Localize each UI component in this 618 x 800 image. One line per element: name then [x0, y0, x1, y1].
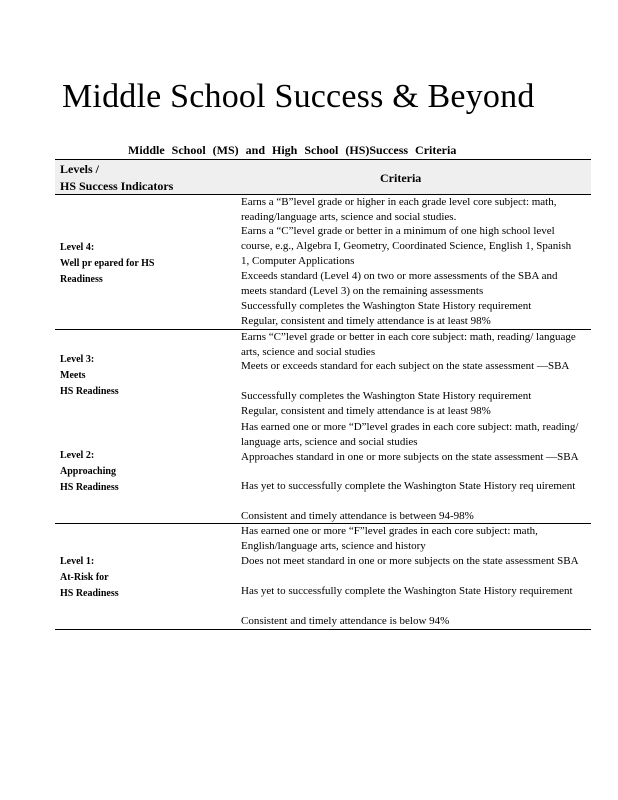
- criteria-item: [222, 479, 582, 494]
- criteria-text: Meets or exceeds standard for each subject on the state assessment —SBA: [241, 360, 570, 372]
- criteria-item: [222, 404, 582, 419]
- criteria-text: Has yet to successfully complete the Washington State History req uirement: [241, 480, 576, 492]
- level-label-line: Level 3:: [60, 354, 95, 365]
- level-3-label: [60, 352, 119, 400]
- criteria-text: Has yet to successfully complete the Washington State History requirement: [241, 585, 573, 597]
- level-label-line: Meets: [60, 370, 86, 381]
- criteria-item: [222, 314, 582, 329]
- criteria-item: [222, 330, 582, 360]
- criteria-item: [222, 420, 582, 450]
- level-label-line: Well pr epared for HS: [60, 258, 155, 269]
- criteria-text: Regular, consistent and timely attendance is at least 98%: [241, 405, 491, 417]
- page-title: Middle School Success & Beyond: [62, 78, 535, 115]
- level-label-line: Readiness: [60, 274, 103, 285]
- criteria-text: Consistent and timely attendance is below 94%: [241, 615, 450, 627]
- criteria-item: [222, 584, 582, 599]
- criteria-item: [222, 359, 582, 374]
- level-1-label: [60, 554, 119, 602]
- level-2-label: [60, 448, 119, 496]
- level-label-line: HS Readiness: [60, 386, 119, 397]
- criteria-text: Successfully completes the Washington State History requirement: [241, 390, 532, 402]
- criteria-item: [222, 195, 582, 225]
- criteria-item: [222, 224, 582, 269]
- table-caption: Middle School (MS) and High School (HS)Success Criteria: [128, 143, 457, 157]
- criteria-item: [222, 614, 582, 629]
- criteria-text: Approaches standard in one or more subjects on the state assessment —SBA: [241, 451, 579, 463]
- criteria-text: Exceeds standard (Level 4) on two or more assessments of the SBA and meets standard (Level 3) on the remaining assessments: [241, 270, 558, 297]
- level-label-line: Level 2:: [60, 450, 95, 461]
- level-label-line: HS Readiness: [60, 482, 119, 493]
- criteria-text: Has earned one or more “D”level grades in each core subject: math, reading/ language arts, science and social studies: [241, 421, 579, 448]
- header-levels-line2: HS Success Indicators: [60, 179, 174, 193]
- header-criteria: Criteria: [380, 171, 422, 185]
- header-levels: [60, 161, 173, 195]
- criteria-item: [222, 509, 582, 524]
- criteria-item: [222, 389, 582, 404]
- criteria-item: [222, 554, 582, 569]
- level-label-line: Level 4:: [60, 242, 95, 253]
- criteria-item: [222, 524, 582, 554]
- criteria-text: Does not meet standard in one or more subjects on the state assessment SBA: [241, 555, 579, 567]
- level-label-line: HS Readiness: [60, 588, 119, 599]
- criteria-text: Regular, consistent and timely attendance is at least 98%: [241, 315, 491, 327]
- criteria-item: [222, 450, 582, 465]
- criteria-text: Earns “C”level grade or better in each core subject: math, reading/ language arts, science and social studies: [241, 331, 576, 358]
- level-label-line: Approaching: [60, 466, 116, 477]
- criteria-text: Consistent and timely attendance is between 94-98%: [241, 510, 474, 522]
- criteria-text: Earns a “C”level grade or better in a minimum of one high school level course, e.g., Algebra I, Geometry, Coordinated Science, English 1, Spanish 1, Computer Applications: [241, 225, 572, 267]
- criteria-item: [222, 299, 582, 314]
- criteria-text: Successfully completes the Washington State History requirement: [241, 300, 532, 312]
- level-label-line: Level 1:: [60, 556, 95, 567]
- table-bottom-rule: [55, 629, 591, 630]
- header-levels-line1: Levels /: [60, 162, 99, 176]
- level-4-label: [60, 240, 154, 288]
- criteria-text: Earns a “B”level grade or higher in each grade level core subject: math, reading/language arts, science and social studies.: [241, 196, 557, 223]
- level-label-line: At-Risk for: [60, 572, 109, 583]
- criteria-text: Has earned one or more “F”level grades in each core subject: math, English/language arts, science and history: [241, 525, 538, 552]
- criteria-item: [222, 269, 582, 299]
